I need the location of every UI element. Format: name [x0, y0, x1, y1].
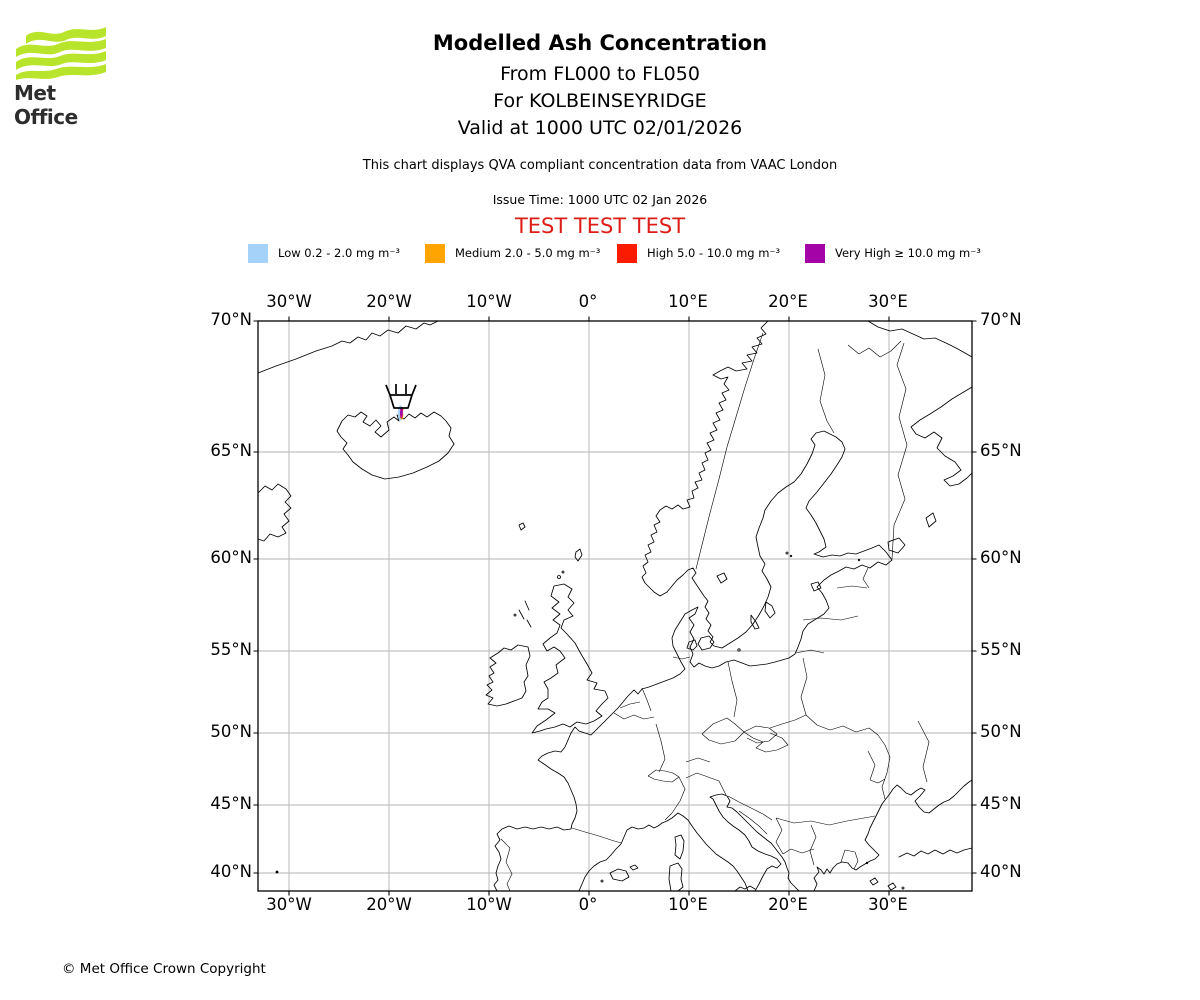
coast-faroe: [519, 523, 525, 530]
coast-great-britain: [532, 584, 608, 733]
logo-wordmark: Met Office: [14, 81, 78, 129]
lon-label-bottom-30w: 30°W: [266, 895, 312, 914]
ash-contour-very-high: [400, 408, 403, 419]
legend-swatch-very-high: [805, 244, 825, 263]
coast-mediterranean: [579, 813, 748, 891]
legend-item-medium: [425, 243, 600, 263]
coast-orkney-2: [562, 571, 564, 573]
lat-label-right-45n: 45°N: [980, 794, 1022, 813]
europe-map: [250, 313, 980, 900]
coast-greenland-east: [258, 484, 291, 541]
lat-label-right-65n: 65°N: [980, 441, 1022, 460]
lon-label-top-0: 0°: [578, 292, 598, 311]
coast-corsica: [675, 835, 684, 859]
coast-ireland: [486, 645, 530, 706]
compliance-note: This chart displays QVA compliant concentration data from VAAC London: [362, 158, 838, 173]
lat-label-right-60n: 60°N: [980, 548, 1022, 567]
coast-greenland: [258, 321, 438, 373]
volcano-icon: [386, 384, 416, 408]
legend-label-very-high: Very High ≥ 10.0 mg m⁻³: [835, 246, 981, 260]
map-frame: [258, 321, 972, 891]
lon-label-top-30w: 30°W: [266, 292, 312, 311]
lat-label-right-50n: 50°N: [980, 722, 1022, 741]
coast-menorca: [630, 865, 638, 870]
lat-label-left-55n: 55°N: [210, 640, 252, 659]
subtitle-valid-time: Valid at 1000 UTC 02/01/2026: [457, 117, 743, 139]
coast-mallorca: [610, 869, 629, 881]
coast-hebrides: [519, 601, 531, 627]
lake-vanern: [717, 573, 727, 583]
coast-aegean-islands: [870, 878, 896, 890]
coast-iceland: [337, 412, 454, 479]
legend-item-low: [248, 243, 400, 263]
coast-bornholm: [738, 649, 740, 651]
coastlines: [258, 321, 972, 891]
coast-sicily: [735, 886, 755, 891]
legend-label-medium: Medium 2.0 - 5.0 mg m⁻³: [455, 246, 601, 260]
lat-label-left-65n: 65°N: [210, 441, 252, 460]
lat-label-left-70n: 70°N: [210, 310, 252, 329]
legend-label-high: High 5.0 - 10.0 mg m⁻³: [647, 246, 781, 260]
lon-label-bottom-30e: 30°E: [868, 895, 908, 914]
lake-onega: [926, 513, 936, 527]
lat-label-left-40n: 40°N: [210, 862, 252, 881]
legend-label-low: Low 0.2 - 2.0 mg m⁻³: [278, 246, 401, 260]
lon-label-top-20w: 20°W: [366, 292, 412, 311]
lon-label-top-30e: 30°E: [868, 292, 908, 311]
coast-hebrides-islet: [514, 614, 516, 616]
legend-item-high: [617, 243, 780, 263]
coast-azores: [276, 871, 278, 873]
lon-label-bottom-20w: 20°W: [366, 895, 412, 914]
coast-white-sea: [911, 387, 972, 486]
lon-label-bottom-10e: 10°E: [668, 895, 708, 914]
coast-sardinia: [669, 863, 683, 891]
lat-label-left-45n: 45°N: [210, 794, 252, 813]
coast-funen: [687, 640, 697, 650]
issue-time: Issue Time: 1000 UTC 02 Jan 2026: [492, 192, 708, 207]
coast-orkney: [558, 576, 561, 579]
legend-swatch-high: [617, 244, 637, 263]
legend-swatch-low: [248, 244, 268, 263]
page-title: Modelled Ash Concentration: [432, 31, 768, 55]
lake-ladoga: [888, 538, 905, 553]
coast-aland-2: [790, 555, 792, 557]
legend-item-very-high: [805, 243, 981, 263]
legend-swatch-medium: [425, 244, 445, 263]
country-borders: [501, 333, 929, 891]
coast-aland: [786, 552, 788, 554]
lon-label-bottom-20e: 20°E: [768, 895, 808, 914]
subtitle-flight-levels: From FL000 to FL050: [500, 63, 700, 85]
coast-aegean-blacksea: [814, 780, 972, 891]
coast-aegean-islet: [902, 887, 904, 889]
coast-gulf-islet: [858, 559, 860, 561]
lon-label-bottom-10w: 10°W: [466, 895, 512, 914]
test-banner: TEST TEST TEST: [514, 214, 686, 238]
lon-label-top-20e: 20°E: [768, 292, 808, 311]
coast-turkey: [899, 848, 972, 857]
coast-ibiza: [601, 880, 603, 882]
lat-label-right-40n: 40°N: [980, 862, 1022, 881]
subtitle-volcano: For KOLBEINSEYRIDGE: [493, 90, 707, 112]
coast-barents: [868, 321, 972, 357]
lon-label-top-10w: 10°W: [466, 292, 512, 311]
coast-gotland: [765, 602, 775, 618]
axis-ticks: [254, 317, 977, 896]
copyright-notice: © Met Office Crown Copyright: [62, 961, 266, 977]
gridlines: [258, 321, 972, 891]
lat-label-left-60n: 60°N: [210, 548, 252, 567]
lon-label-top-10e: 10°E: [668, 292, 708, 311]
lat-label-right-55n: 55°N: [980, 640, 1022, 659]
coast-adriatic: [710, 794, 799, 891]
lat-label-right-70n: 70°N: [980, 310, 1022, 329]
lon-label-bottom-0: 0°: [578, 895, 598, 914]
lat-label-left-50n: 50°N: [210, 722, 252, 741]
